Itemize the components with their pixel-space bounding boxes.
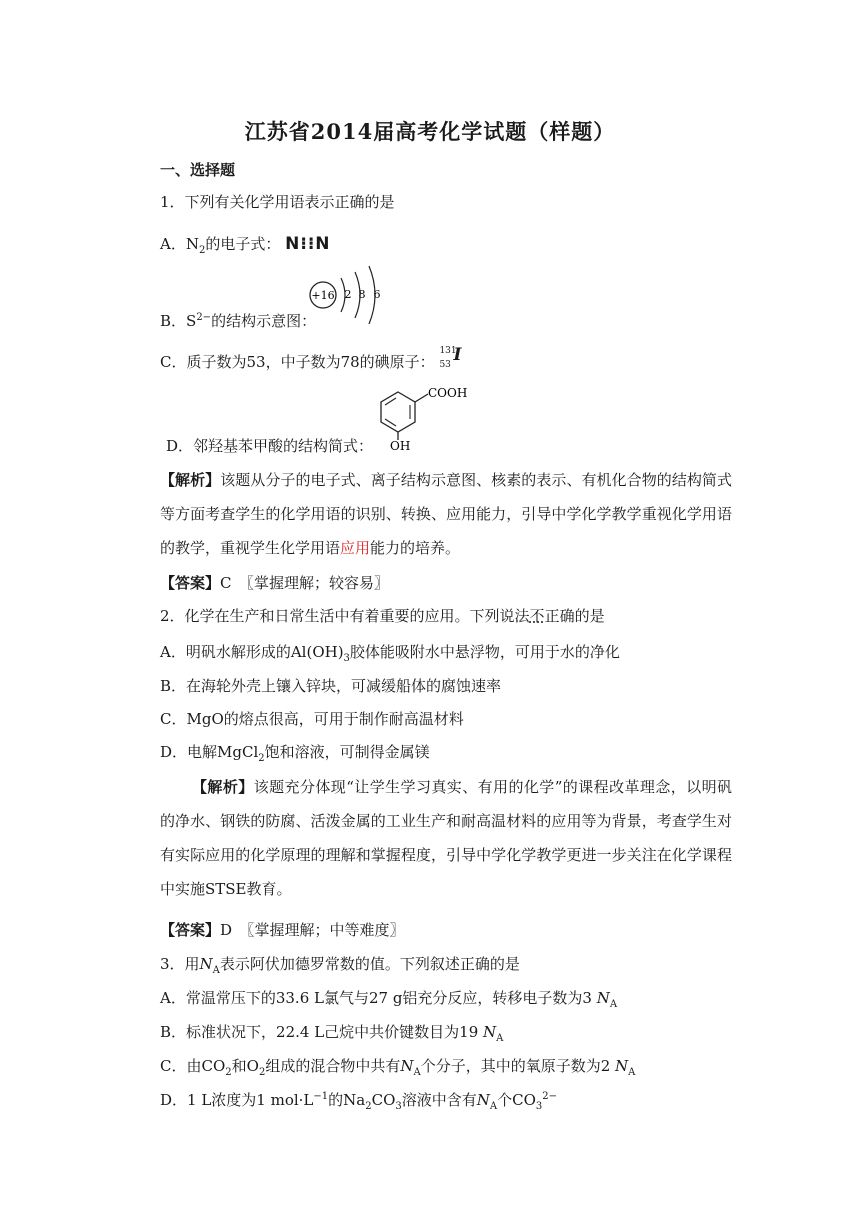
q1-option-c: C．质子数为53，中子数为78的碘原子： 131 53 I <box>160 345 473 372</box>
q2-stem: 2．化学在生产和日常生活中有着重要的应用。下列说法不正确的是 <box>160 607 605 625</box>
nucleus-label: +16 <box>311 289 335 302</box>
q2-option-d: D．电解MgCl$_2$饱和溶液，可制得金属镁 <box>160 743 430 764</box>
q3-option-c: C．由$CO_2$和$O_2$组成的混合物中共有$N_A$个分子，其中的氧原子数为2 $N_A$ <box>160 1057 636 1078</box>
q1-analysis: 【解析】该题从分子的电子式、离子结构示意图、核素的表示、有机化合物的结构简式等方面考查学生的化学用语的识别、转换、应用能力，引导中学化学教学重视化学用语的教学，重视学生化学用语应用能力的培养。 <box>160 471 732 557</box>
oh-group-label: OH <box>390 439 411 452</box>
q2-option-c: C．MgO的熔点很高，可用于制作耐高温材料 <box>160 710 464 728</box>
q3-stem: 3．用$N_A$表示阿伏加德罗常数的值。下列叙述正确的是 <box>160 955 520 976</box>
q3-option-a: A．常温常压下的33.6 L氯气与27 g铝充分反应，转移电子数为3 $N_A$ <box>160 989 618 1010</box>
hydroxybenzoic-acid-structure <box>368 382 478 452</box>
shell-2-count: 8 <box>358 288 366 301</box>
q3-option-d: D．1 L浓度为1 $mol\cdot L^{-1}$的$Na_2CO_3$溶液中含有$N_A$个$CO_3^{2-}$ <box>160 1091 558 1112</box>
q3-option-b: B．标准状况下，22.4 L己烷中共价键数目为19 $N_A$ <box>160 1023 504 1044</box>
page-title: 江苏省2014届高考化学试题（样题） <box>244 119 616 144</box>
n2-electron-formula: N⁝⁝N <box>285 234 331 254</box>
q2-option-b: B．在海轮外壳上镶入锌块，可减缓船体的腐蚀速率 <box>160 677 502 695</box>
q2-option-a: A．明矾水解形成的$Al(OH)_3$胶体能吸附水中悬浮物，可用于水的净化 <box>160 643 620 664</box>
q2-answer: 【答案】D 〖掌握理解；中等难度〗 <box>160 921 405 939</box>
shell-1-count: 2 <box>344 288 352 301</box>
cooh-group-label: COOH <box>428 386 468 400</box>
q1-option-d: D．邻羟基苯甲酸的结构简式： <box>166 437 374 455</box>
q1-option-b: B．$S^{2-}$的结构示意图： <box>160 312 317 330</box>
sulfur-ion-structure-diagram <box>306 264 388 326</box>
q2-analysis: 【解析】该题充分体现“让学生学习真实、有用的化学”的课程改革理念，以明矾的净水、钢铁的防腐、活泼金属的工业生产和耐高温材料的应用等为背景，考查学生对有实际应用的化学原理的理解和掌握程度，引导中学化学教学更进一步关注在化学课程中实施STSE教育。 <box>160 778 732 898</box>
iodine-nuclide-symbol: 131 53 I <box>439 345 462 370</box>
q1-option-a: A．$N_2$的电子式： N⁝⁝N <box>160 234 331 256</box>
shell-3-count: 6 <box>373 288 381 301</box>
section-heading: 一、选择题 <box>160 161 236 179</box>
q1-stem: 1．下列有关化学用语表示正确的是 <box>160 193 395 211</box>
q1-answer: 【答案】C 〖掌握理解；较容易〗 <box>160 574 389 592</box>
